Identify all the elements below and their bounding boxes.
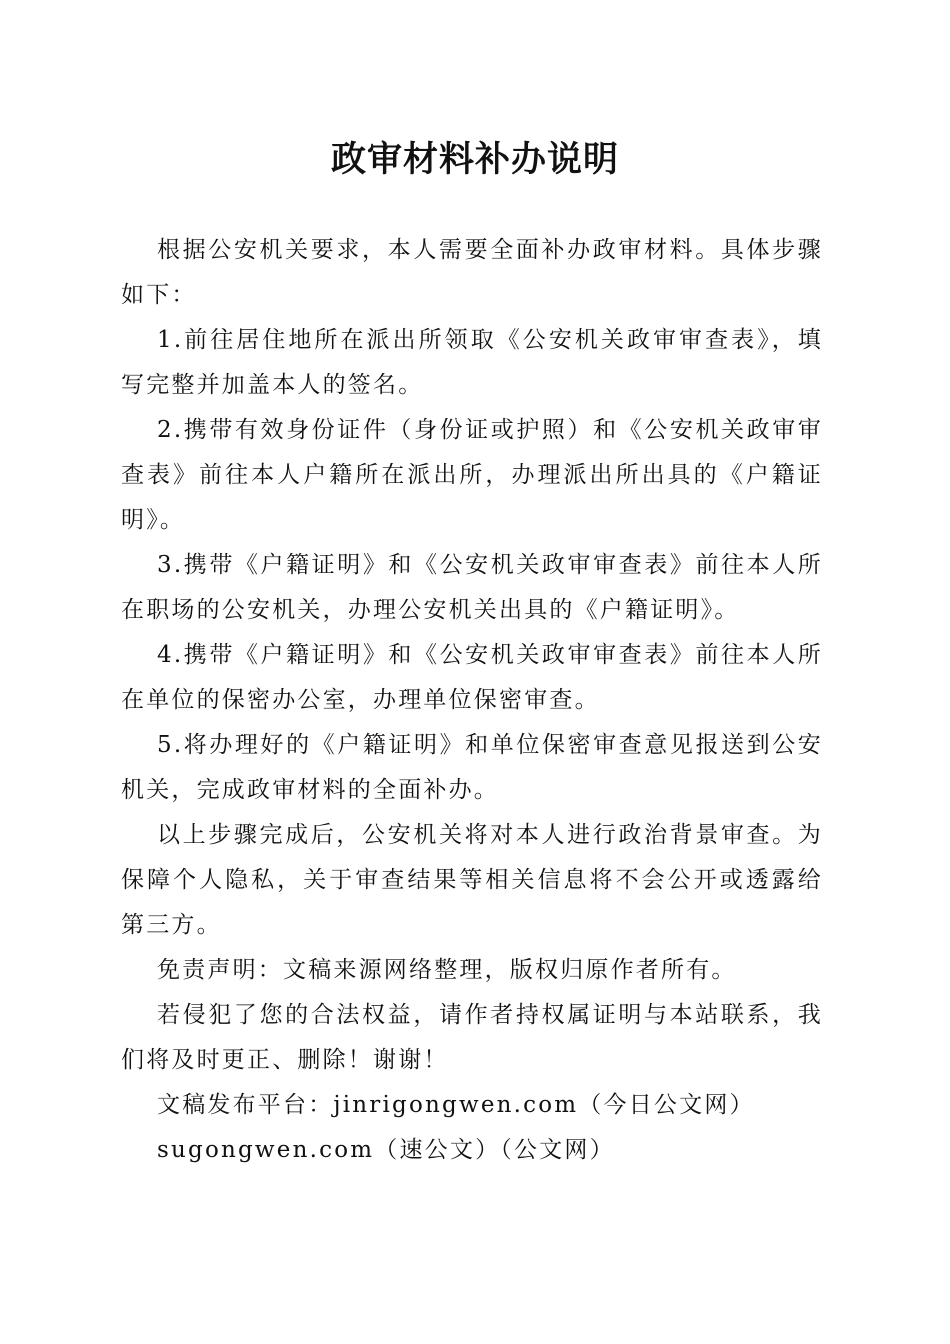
paragraph-conclusion: 以上步骤完成后，公安机关将对本人进行政治背景审查。为保障个人隐私，关于审查结果等相关信息将不会公开或透露给第三方。 — [121, 822, 823, 938]
paragraph-platform-1: 文稿发布平台：jinrigongwen.com（今日公文网） — [157, 1092, 755, 1118]
document-body — [121, 228, 823, 1173]
paragraph-intro: 根据公安机关要求，本人需要全面补办政审材料。具体步骤如下： — [121, 237, 823, 308]
paragraph-step-1: 1.前往居住地所在派出所领取《公安机关政审审查表》，填写完整并加盖本人的签名。 — [121, 327, 823, 398]
paragraph-step-3: 3.携带《户籍证明》和《公安机关政审审查表》前往本人所在职场的公安机关，办理公安机关出具的《户籍证明》。 — [121, 552, 823, 623]
document-title: 政审材料补办说明 — [330, 139, 619, 180]
paragraph-disclaimer: 免责声明：文稿来源网络整理，版权归原作者所有。 — [157, 957, 737, 983]
paragraph-infringement-notice: 若侵犯了您的合法权益，请作者持权属证明与本站联系，我们将及时更正、删除！谢谢！ — [121, 1002, 823, 1073]
paragraph-platform-2: sugongwen.com（速公文）（公文网） — [157, 1137, 615, 1163]
paragraph-step-5: 5.将办理好的《户籍证明》和单位保密审查意见报送到公安机关，完成政审材料的全面补办。 — [121, 732, 823, 803]
paragraph-step-4: 4.携带《户籍证明》和《公安机关政审审查表》前往本人所在单位的保密办公室，办理单位保密审查。 — [121, 642, 823, 713]
paragraph-step-2: 2.携带有效身份证件（身份证或护照）和《公安机关政审审查表》前往本人户籍所在派出所，办理派出所出具的《户籍证明》。 — [121, 417, 823, 533]
